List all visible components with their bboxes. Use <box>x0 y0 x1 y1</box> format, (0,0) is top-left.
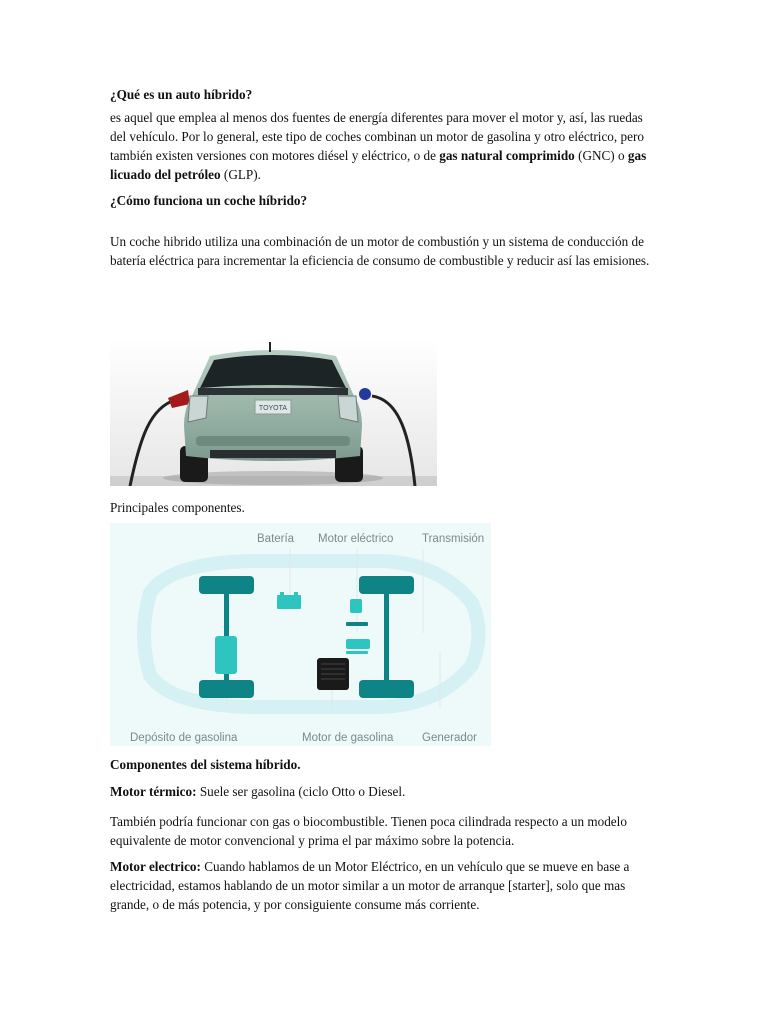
fuel-tank-shape <box>215 636 237 674</box>
caption-componentes: Principales componentes. <box>110 500 245 515</box>
label-motor-electrico: Motor eléctrico <box>318 533 394 545</box>
generator-shape <box>346 639 370 649</box>
paragraph-motor-termico <box>110 782 655 801</box>
heading-componentes: Componentes del sistema híbrido. <box>110 757 301 772</box>
components-diagram <box>110 523 491 746</box>
para1-bold-gnc: gas natural comprimido <box>439 148 575 163</box>
motor-termico-label: Motor térmico: <box>110 784 197 799</box>
label-generador: Generador <box>422 732 477 744</box>
para1-part3: (GLP). <box>220 167 261 182</box>
paragraph-tambien: También podría funcionar con gas o biocombustible. Tienen poca cilindrada respecto a un modelo equivalente de motor convencional y prima el par máximo sobre la potencia. <box>110 814 627 848</box>
paragraph-motor-electrico <box>110 857 655 914</box>
heading-como-funciona: ¿Cómo funciona un coche híbrido? <box>110 193 308 208</box>
paragraph-funcionamiento: Un coche hibrido utiliza una combinación de un motor de combustión y un sistema de conducción de batería eléctrica para incrementar la eficiencia de consumo de combustible y reducir así las emisiones. <box>110 234 650 268</box>
heading-que-es: ¿Qué es un auto híbrido? <box>110 87 253 102</box>
label-transmision: Transmisión <box>422 533 485 545</box>
battery-shape <box>277 595 301 609</box>
para1-part1: es aquel que emplea al menos dos fuentes de energía diferentes para mover el motor y, así, las ruedas del vehículo. Por lo general, este tipo de coches combinan un motor de gasolina y otro eléctrico, pero también existen versiones con motores diésel y eléctrico, o de <box>110 110 644 163</box>
plate-text: TOYOTA <box>258 405 288 412</box>
label-bateria: Batería <box>257 533 295 545</box>
label-deposito: Depósito de gasolina <box>130 732 238 744</box>
motor-electrico-label: Motor electrico: <box>110 859 201 874</box>
motor-electrico-text: Cuando hablamos de un Motor Eléctrico, en un vehículo que se mueve en base a electricidad, estamos hablando de un motor similar a un motor de arranque [starter], solo que mas grande, o de más potencia, y por consiguiente consume más corriente. <box>110 859 630 912</box>
para1-part2: (GNC) o <box>574 148 628 163</box>
paragraph-definicion <box>110 108 655 184</box>
hybrid-car-photo <box>110 338 437 486</box>
motor-termico-text: Suele ser gasolina (ciclo Otto o Diesel. <box>196 784 406 799</box>
para1-bold-glp: gas licuado del petróleo <box>110 148 647 182</box>
label-motor-gasolina: Motor de gasolina <box>302 732 394 744</box>
electric-motor-shape <box>350 599 362 613</box>
